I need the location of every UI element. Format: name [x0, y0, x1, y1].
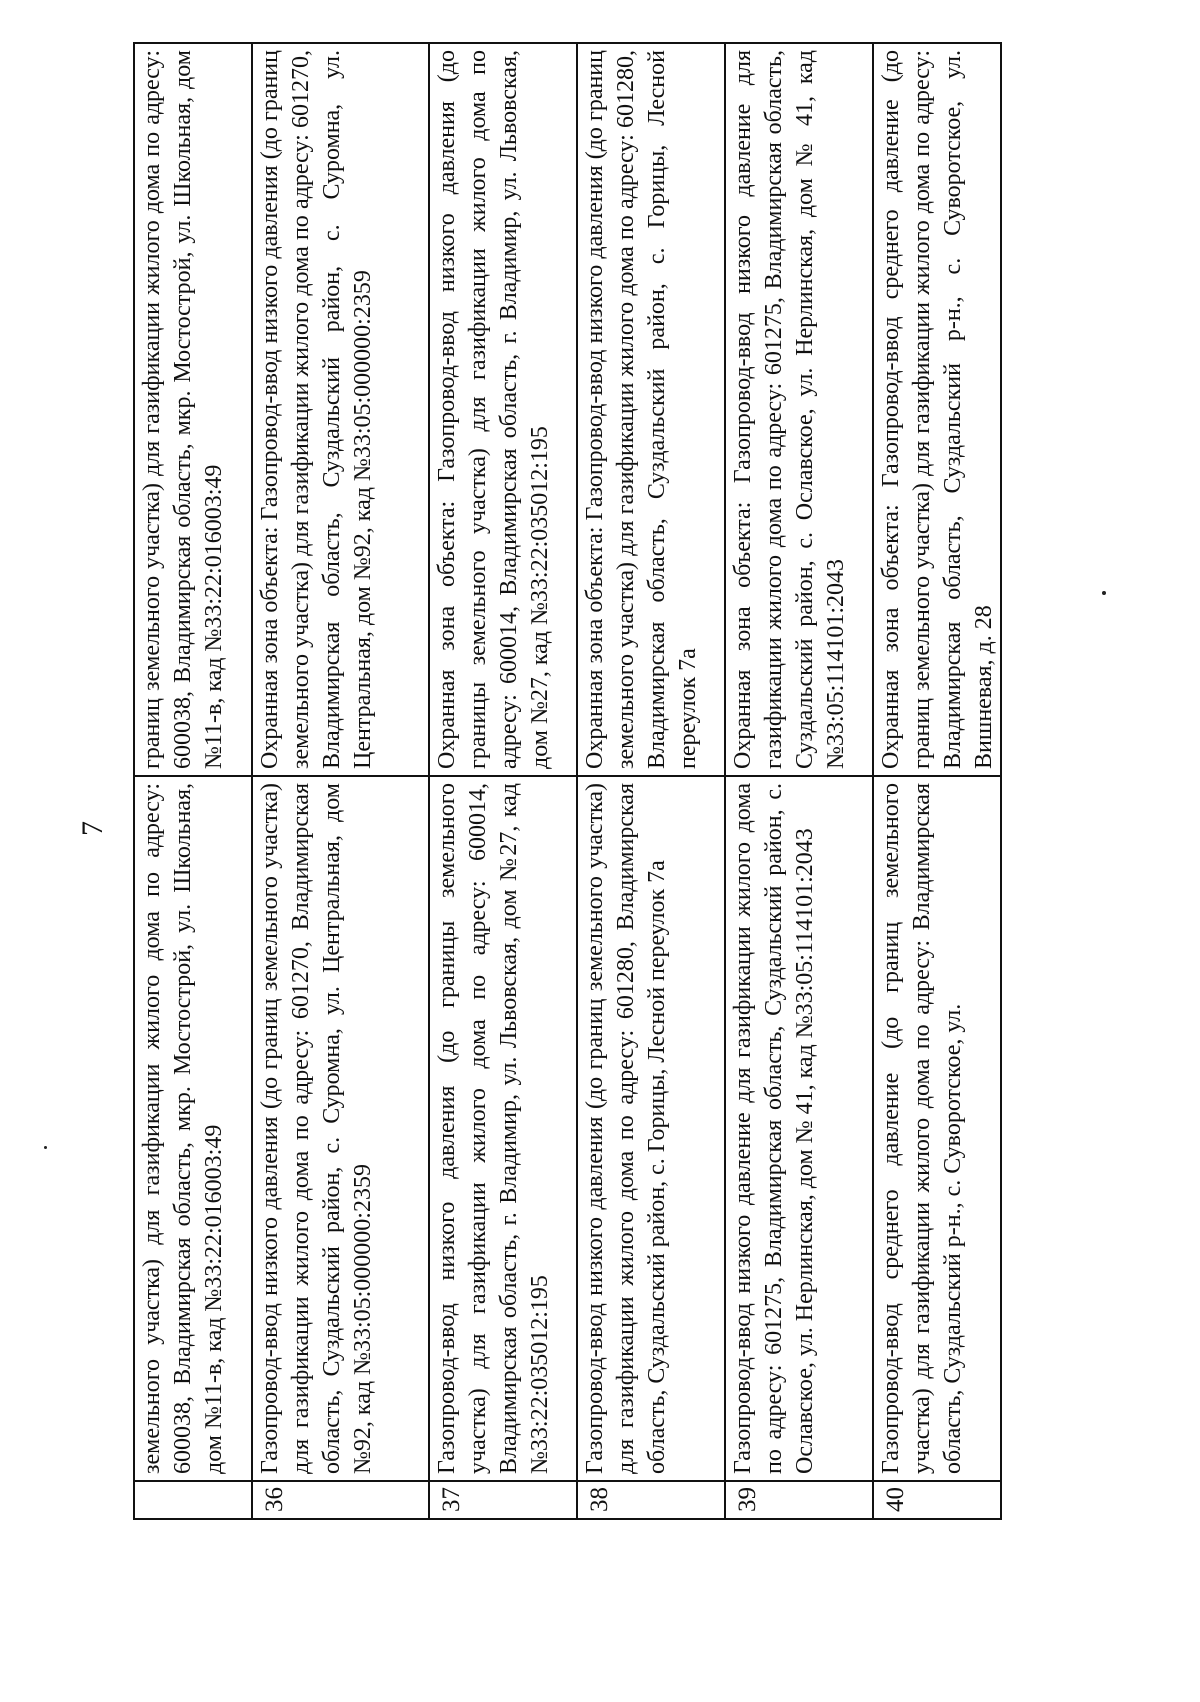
scan-speck	[1102, 591, 1106, 595]
protection-zone-description: Охранная зона объекта: Газопровод-ввод низкого давления (до границы земельного участка) для газификации жилого дома по адресу: 600014, Владимирская область, г. Владимир, ул. Львовская, дом №27, кад №33:22:035012:195	[429, 43, 577, 776]
scan-speck	[44, 1146, 47, 1149]
protection-zone-description: Охранная зона объекта: Газопровод-ввод низкого давления (до границ земельного участка) для газификации жилого дома по адресу: 601280, Владимирская область, Суздальский район, с. Горицы, Лесной переулок 7а	[577, 43, 725, 776]
protection-zone-description: Охранная зона объекта: Газопровод-ввод низкого давления (до границ земельного участка) для газификации жилого дома по адресу: 601270, Владимирская область, Суздальский район, с. Суромна, ул. Центральная, дом №92, кад №33:05:000000:2359	[252, 43, 429, 776]
object-description: Газопровод-ввод низкого давление для газификации жилого дома по адресу: 601275, Владимирская область, Суздальский район, с. Ославское, ул. Нерлинская, дом № 41, кад №33:05:114101:2043	[725, 776, 873, 1481]
protection-zone-description: границ земельного участка) для газификации жилого дома по адресу: 600038, Владимирская область, мкр. Мостострой, ул. Школьная, дом №11-в, кад №33:22:016003:49	[134, 43, 252, 776]
object-description: Газопровод-ввод низкого давления (до границы земельного участка) для газификации жилого дома по адресу: 600014, Владимирская область, г. Владимир, ул. Львовская, дом №27, кад №33:22:035012:195	[429, 776, 577, 1481]
table-row	[725, 43, 873, 1519]
protection-zone-description: Охранная зона объекта: Газопровод-ввод низкого давление для газификации жилого дома по адресу: 601275, Владимирская область, Суздальский район, с. Ославское, ул. Нерлинская, дом № 41, кад №33:05:114101:2043	[725, 43, 873, 776]
object-description: Газопровод-ввод низкого давления (до границ земельного участка) для газификации жилого дома по адресу: 601280, Владимирская область, Суздальский район, с. Горицы, Лесной переулок 7а	[577, 776, 725, 1481]
rotated-table-container	[133, 44, 997, 1520]
object-description: Газопровод-ввод низкого давления (до границ земельного участка) для газификации жилого дома по адресу: 601270, Владимирская область, Суздальский район, с. Суромна, ул. Центральная, дом №92, кад №33:05:000000:2359	[252, 776, 429, 1481]
row-number: 38	[577, 1481, 725, 1519]
page-number: 7	[76, 821, 109, 836]
row-number: 40	[873, 1481, 1001, 1519]
row-number: 39	[725, 1481, 873, 1519]
table-row	[134, 43, 252, 1519]
object-description: Газопровод-ввод среднего давление (до границ земельного участка) для газификации жилого дома по адресу: Владимирская область, Суздальский р-н., с. Суворотское, ул.	[873, 776, 1001, 1481]
table-row	[577, 43, 725, 1519]
row-number: 36	[252, 1481, 429, 1519]
protection-zone-description: Охранная зона объекта: Газопровод-ввод среднего давление (до границ земельного участка) для газификации жилого дома по адресу: Владимирская область, Суздальский р-н., с. Суворотское, ул. Вишневая, д. 28	[873, 43, 1001, 776]
gas-pipeline-table	[133, 42, 1002, 1520]
table-row	[873, 43, 1001, 1519]
row-number: 37	[429, 1481, 577, 1519]
table-row	[429, 43, 577, 1519]
table-row	[252, 43, 429, 1519]
object-description: земельного участка) для газификации жилого дома по адресу: 600038, Владимирская область, мкр. Мостострой, ул. Школьная, дом №11-в, кад №33:22:016003:49	[134, 776, 252, 1481]
row-number	[134, 1481, 252, 1519]
